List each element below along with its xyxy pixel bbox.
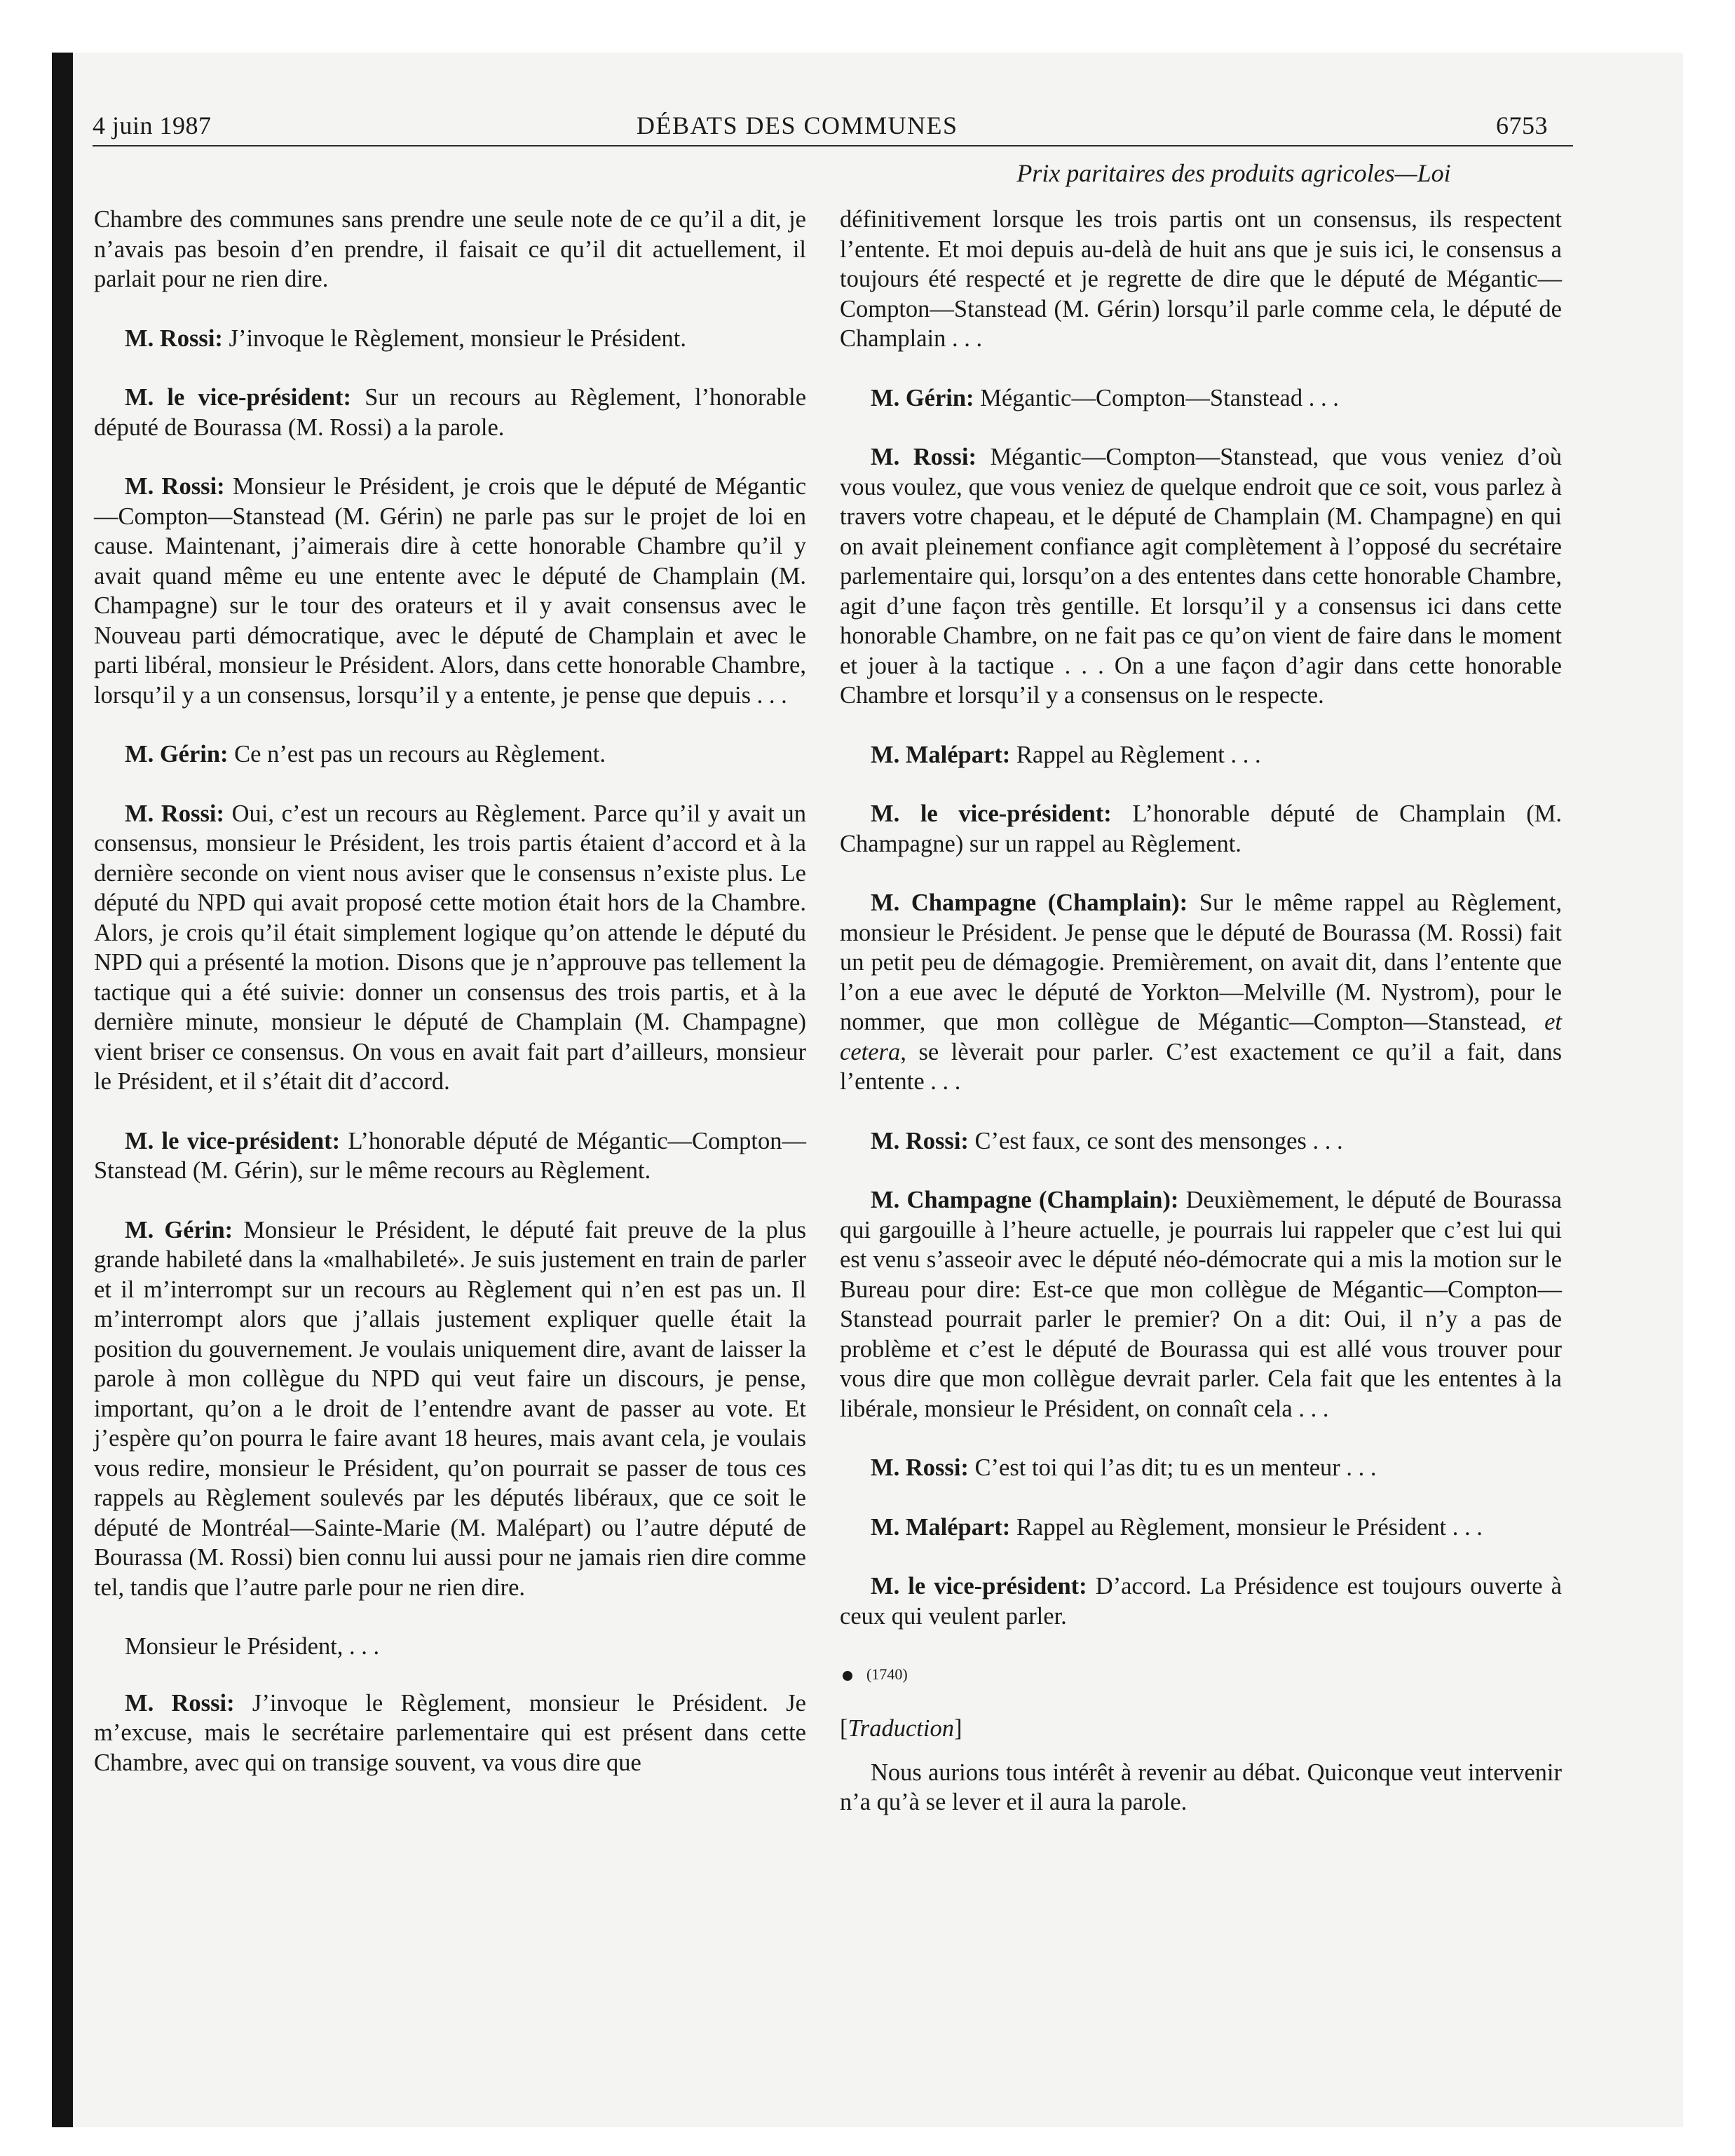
speech-paragraph: [840, 383, 1562, 414]
bracket-close: ]: [953, 1715, 962, 1742]
speaker-name: M. Malépart:: [871, 1513, 1011, 1541]
speech-text: Ce n’est pas un recours au Règlement.: [228, 741, 606, 767]
speaker-name: M. Rossi:: [125, 473, 225, 500]
running-subheading: Prix paritaires des produits agricoles—Loi: [1016, 159, 1451, 187]
speech-text: Rappel au Règlement . . .: [1010, 741, 1261, 768]
speech-text: Sur le même rappel au Règlement, monsieur le Président. Je pense que le député de Bourassa (M. Rossi) fait un petit peu de démagogie. Premièrement, on avait dit, dans l’entente que l’on a eue avec le député de Yorkton—Melville (M. Nystrom), pour le nommer, que mon collègue de Mégantic—Compton—Stanstead,: [840, 889, 1562, 1035]
translation-label-text: Traduction: [848, 1715, 954, 1742]
speaker-name: M. Rossi:: [125, 800, 224, 827]
speech-paragraph: [94, 1215, 806, 1603]
speech-paragraph: [840, 1453, 1562, 1483]
speech-paragraph: [840, 1513, 1562, 1543]
speech-paragraph: [94, 739, 806, 770]
speech-text: J’invoque le Règlement, monsieur le Président.: [222, 325, 687, 352]
speaker-name: M. Champagne (Champlain):: [871, 889, 1188, 916]
speaker-name: M. le vice-président:: [125, 384, 351, 411]
scan-edge-strip: [52, 53, 73, 2127]
speech-text: C’est toi qui l’as dit; tu es un menteur . . .: [968, 1454, 1377, 1481]
speaker-name: M. Rossi:: [125, 1689, 235, 1717]
right-column: [840, 205, 1562, 1847]
italic-text: et cetera: [840, 1009, 1562, 1065]
speech-text: Monsieur le Président, je crois que le député de Mégantic—Compton—Stanstead (M. Gérin) ne parle pas sur le projet de loi en cause. Maintenant, j’aimerais dire à cette honorable Chambre qu’il y avait quand même eu une entente avec le député de Champlain (M. Champagne) sur le tour des orateurs et il y avait consensus avec le Nouveau parti démocratique, avec le député de Champlain et avec le parti libéral, monsieur le Président. Alors, dans cette honorable Chambre, lorsqu’il y a un consensus, lorsqu’il y a entente, je pense que depuis . . .: [94, 473, 807, 709]
speech-paragraph: [94, 1688, 806, 1778]
speech-text: L’honorable député de Mégantic—Compton—Stanstead (M. Gérin), sur le même recours au Règlement.: [94, 1127, 806, 1184]
speaker-name: M. Gérin:: [125, 741, 229, 767]
speaker-name: M. le vice-président:: [125, 1127, 341, 1154]
time-marker-text: (1740): [866, 1665, 908, 1683]
speech-text: Oui, c’est un recours au Règlement. Parce qu’il y avait un consensus, monsieur le Président, les trois partis étaient d’accord et à la dernière seconde on vient nous aviser que le consensus n’existe plus. Le député du NPD qui avait proposé cette motion était hors de la Chambre. Alors, je crois qu’il était simplement logique qu’on attende le député du NPD qui a présenté la motion. Disons que je n’approuve pas tellement la tactique qui a été suivie: donner un consensus des trois partis, et à la dernière minute, monsieur le député de Champlain (M. Champagne) vient briser ce consensus. On vous en avait fait part d’ailleurs, monsieur le Président, et il s’était dit d’accord.: [94, 800, 806, 1095]
speaker-name: M. Rossi:: [871, 1127, 969, 1154]
speech-text: Rappel au Règlement, monsieur le Président . . .: [1010, 1513, 1483, 1541]
speech-paragraph: [840, 1185, 1562, 1424]
speaker-name: M. le vice-président:: [871, 1573, 1087, 1599]
scan-margin: [0, 0, 24, 2156]
bracket-open: [: [840, 1715, 848, 1742]
speech-text: Mégantic—Compton—Stanstead . . .: [974, 384, 1339, 411]
speech-text: Mégantic—Compton—Stanstead, que vous veniez d’où vous voulez, que vous veniez de quelque endroit que ce soit, vous parlez à travers votre chapeau, et le député de Champlain (M. Champagne) en qui on avait pleinement confiance agit complètement à l’opposé du secrétaire parlementaire qui, lorsqu’on a des ententes dans cette honorable Chambre, agit d’une façon très gentille. Et lorsqu’il y a consensus ici dans cette honorable Chambre, on ne fait pas ce qu’on vient de faire dans le moment et jouer à la tactique . . . On a une façon d’agir dans cette honorable Chambre et lorsqu’il y a consensus on le respecte.: [840, 444, 1562, 709]
speech-paragraph: [840, 1571, 1562, 1631]
speaker-name: M. Malépart:: [871, 741, 1011, 768]
left-column: [94, 205, 806, 1807]
speech-text: Sur un recours au Règlement, l’honorable député de Bourassa (M. Rossi) a la parole.: [94, 384, 807, 441]
header-rule: [93, 145, 1573, 146]
header-date: 4 juin 1987: [93, 111, 212, 139]
speech-paragraph: [840, 799, 1562, 859]
paragraph: Monsieur le Président, . . .: [125, 1633, 380, 1660]
header-title: DÉBATS DES COMMUNES: [637, 111, 958, 139]
speech-text: Deuxièmement, le député de Bourassa qui gargouille à l’heure actuelle, je pourrais lui rappeler que c’est lui qui est venu s’asseoir avec le député néo-démocrate qui a mis la motion sur le Bureau pour dire: Est-ce que mon collègue de Mégantic—Compton—Stanstead pourrait parler le premier? On a dit: Oui, il n’y a pas de problème et c’est le député de Bourassa qui est allé vous trouver pour vous dire que mon collègue devrait parler. Cela fait que les ententes à la libérale, monsieur le Président, on connaît cela . . .: [840, 1187, 1562, 1422]
speaker-name: M. Rossi:: [871, 444, 977, 470]
speech-text: J’invoque le Règlement, monsieur le Président. Je m’excuse, mais le secrétaire parlementaire qui est présent dans cette Chambre, avec qui on transige souvent, va vous dire que: [94, 1689, 806, 1776]
paragraph: définitivement lorsque les trois partis ont un consensus, ils respectent l’entente. Et moi depuis au-delà de huit ans que je suis ici, le consensus a toujours été respecté et je regrette de dire que le député de Mégantic—Compton—Stanstead (M. Gérin) lorsqu’il parle comme cela, le député de Champlain . . .: [840, 206, 1562, 352]
speech-text: C’est faux, ce sont des mensonges . . .: [968, 1127, 1343, 1154]
speech-paragraph: [94, 324, 806, 354]
speaker-name: M. Gérin:: [125, 1216, 233, 1243]
speech-paragraph: [94, 799, 806, 1097]
bullet-icon: [843, 1671, 852, 1681]
speaker-name: M. Rossi:: [871, 1454, 969, 1481]
header-page-number: 6753: [1496, 111, 1548, 139]
speech-text: Monsieur le Président, le député fait preuve de la plus grande habileté dans la «malhabileté». Je suis justement en train de parler et il m’interrompt sur un recours au Règlement qui n’en est pas un. Il m’interrompt alors que j’allais justement expliquer quelle était la position du gouvernement. Je voulais uniquement dire, avant de laisser la parole à mon collègue du NPD qui veut faire un discours, je pense, important, qu’on a le droit de l’entendre avant de passer au vote. Et j’espère qu’on pourra le faire avant 18 heures, mais avant cela, je voulais vous redire, monsieur le Président, qu’on pourrait se passer de tous ces rappels au Règlement soulevés par les députés libéraux, que ce soit le député de Montréal—Sainte-Marie (M. Malépart) ou l’autre député de Bourassa (M. Rossi) bien connu lui aussi pour ne jamais rien dire comme tel, tandis que l’autre parle pour ne rien dire.: [94, 1216, 806, 1601]
speech-paragraph: [94, 1126, 806, 1186]
speaker-name: M. Rossi:: [125, 325, 223, 352]
speaker-name: M. Gérin:: [871, 384, 974, 411]
speaker-name: M. le vice-président:: [871, 800, 1112, 827]
speaker-name: M. Champagne (Champlain):: [871, 1187, 1179, 1213]
time-marker: [840, 1660, 1562, 1688]
speech-text: , se lèverait pour parler. C’est exactement ce qu’il a fait, dans l’entente . . .: [840, 1038, 1562, 1095]
speech-text: D’accord. La Présidence est toujours ouverte à ceux qui veulent parler.: [840, 1573, 1562, 1630]
paragraph: Chambre des communes sans prendre une seule note de ce qu’il a dit, je n’avais pas besoin d’en prendre, il faisait ce qu’il dit actuellement, il parlait pour ne rien dire.: [94, 206, 806, 292]
translation-label: [840, 1714, 1562, 1744]
speech-paragraph: [840, 740, 1562, 770]
speech-paragraph: [94, 383, 806, 442]
speech-paragraph: [840, 1126, 1562, 1157]
paragraph: Nous aurions tous intérêt à revenir au débat. Quiconque veut intervenir n’a qu’à se lever et il aura la parole.: [840, 1759, 1562, 1815]
speech-paragraph: [840, 442, 1562, 711]
speech-text: L’honorable député de Champlain (M. Champagne) sur un rappel au Règlement.: [840, 800, 1562, 857]
speech-paragraph: [94, 472, 806, 710]
speech-paragraph: [840, 888, 1562, 1097]
